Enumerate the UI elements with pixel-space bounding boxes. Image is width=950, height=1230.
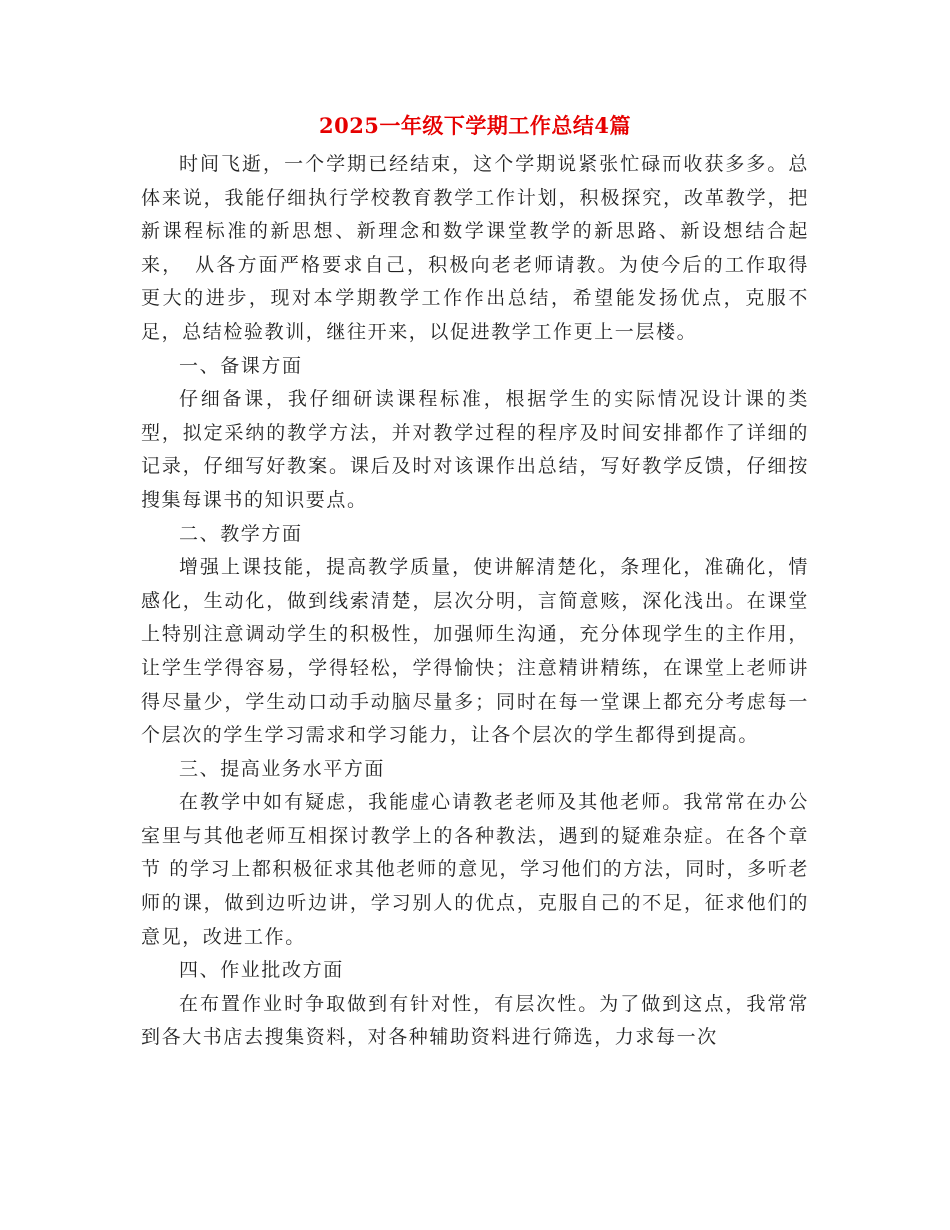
- paragraph-intro: 时间飞逝，一个学期已经结束，这个学期说紧张忙碌而收获多多。总体来说，我能仔细执行学校教育教学工作计划，积极探究，改革教学，把新课程标准的新思想、新理念和数学课堂教学的新思路、新设想结合起来， 从各方面严格要求自己，积极向老老师请教。为使今后的工作取得更大的进步，现对本学期教学工作作出总结，希望能发扬优点，克服不足，总结检验教训，继往开来，以促进教学工作更上一层楼。: [141, 153, 809, 343]
- paragraph-professional-growth: 在教学中如有疑虑，我能虚心请教老老师及其他老师。我常常在办公室里与其他老师互相探讨教学上的各种教法，遇到的疑难杂症。在各个章节 的学习上都积极征求其他老师的意见，学习他们的方法，同时，多听老师的课，做到边听边讲，学习别人的优点，克服自己的不足，征求他们的意见，改进工作。: [141, 791, 809, 948]
- section-heading-professional-growth: 三、提高业务水平方面: [179, 757, 386, 780]
- section-heading-lesson-prep: 一、备课方面: [179, 354, 303, 377]
- paragraph-homework: 在布置作业时争取做到有针对性，有层次性。为了做到这点，我常常到各大书店去搜集资料，对各种辅助资料进行筛选，力求每一次: [141, 992, 809, 1049]
- section-heading-homework: 四、作业批改方面: [179, 959, 344, 982]
- document-body: [141, 148, 809, 1055]
- paragraph-teaching: 增强上课技能，提高教学质量，使讲解清楚化，条理化，准确化，情感化，生动化，做到线索清楚，层次分明，言简意赅，深化浅出。在课堂上特别注意调动学生的积极性，加强师生沟通，充分体现学生的主作用，让学生学得容易，学得轻松，学得愉快；注意精讲精练，在课堂上老师讲得尽量少，学生动口动手动脑尽量多；同时在每一堂课上都充分考虑每一个层次的学生学习需求和学习能力，让各个层次的学生都得到提高。: [141, 556, 809, 747]
- section-heading-teaching: 二、教学方面: [179, 522, 303, 545]
- paragraph-lesson-prep: 仔细备课，我仔细研读课程标准，根据学生的实际情况设计课的类型，拟定采纳的教学方法，并对教学过程的程序及时间安排都作了详细的记录，仔细写好教案。课后及时对该课作出总结，写好教学反馈，仔细按搜集每课书的知识要点。: [141, 388, 809, 511]
- document-title: 2025一年级下学期工作总结4篇: [318, 113, 632, 138]
